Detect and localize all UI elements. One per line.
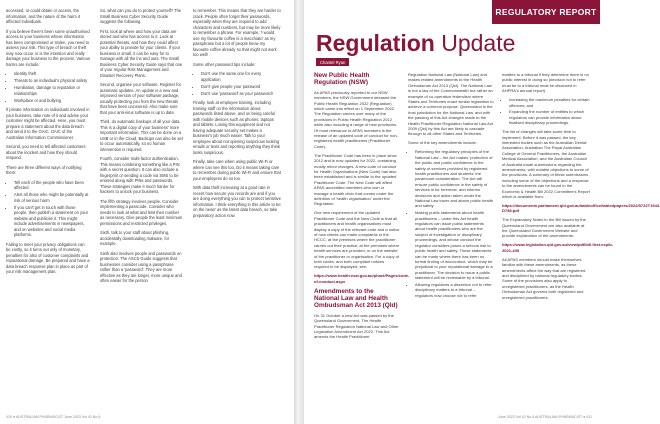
paragraph: One new requirement of the updated Practitioner Code and the New Code is that all practitioners and health organisations must display a copy of the relevant code and a notice of how clients can make complaints to the HCCC, at the premises where the practitioner carries out their practice; at the premises where health services are provided; or on the website of the practitioner or organisation. For a copy of both codes, and both compliant notices required to be displayed, see:	[314, 210, 400, 270]
paragraph: If you believe there's been some unauthorised access to your business whose information has been compromised or stolen, you need to assess your risk. This type of breach or theft may now occur or is the intention and really damage your business to the process. Various harms are include:	[6, 28, 90, 67]
list-item: • Allowing regulators a discretion not to refer disciplinary matters to a tribunal – regulators now choose not to refer	[415, 282, 494, 298]
paragraph: On 31 October a new Act was passed by the Queensland Government, The Health Practitioner Regulation National Law and Other Legislation Amendment Act 2022. This Act amends the Health Practitioner	[314, 312, 399, 340]
page-footer: June 2023 Vol 42 No 6 AUSTRALIAN PHARMACIST ● 411	[497, 415, 592, 419]
list-item: • Don't give people your password	[201, 84, 281, 90]
right-page	[304, 0, 660, 424]
paragraph: There are three different ways of notifying them:	[6, 164, 82, 175]
paragraph: Second, you need to tell affected customers about the incident and how they should respond.	[6, 144, 86, 160]
right-column-3	[502, 72, 660, 408]
bullet-list	[6, 180, 90, 238]
paragraph: accessed, or could obtain or access, the information, and the nature of the harm it affected individuals.	[6, 8, 80, 24]
paragraph: So, what can you do to protect yourself? The Small Business Cyber Security Guide suggests the following.	[100, 8, 182, 24]
bullet-list	[193, 71, 281, 96]
list-item: • Tell each of the people who have been affected	[14, 180, 90, 191]
paragraph: As APAS previously reported to our NSW members, the NSW Government released the Public Health Regulation 2022 (Regulation) which came into effect on 1 September 2022. The Regulation carries over many of the provisions in Public Health Regulation 2012 while also including a range of new provisions. Of most relevance to APAS members is the release of an updated code of conduct for non-registered health practitioners (Practitioner Code).	[314, 89, 398, 149]
paragraph: If private information on individuals involved in your business, take note of it and advise your customer might be affected. Here, you must prepare a statement about the data breach and send it to the OAIC. OAIC of the Australian Information Commissioner.	[6, 107, 90, 140]
list-item: • Alert all those who might be potentially at risk of serious harm	[14, 192, 90, 203]
paragraph: With data theft increasing at a good rate in recent how secure you records are and if you are doing everything you can to protect sensitive information. I think everything in this article to be on the news' as the latest data breach, so take preparatory action now.	[193, 185, 281, 218]
paragraph: Finally, look at employee training, including training staff on the information about passwords listed above, and on being careful with mobile devices such as phones, laptops and tablets. Losing this equipment and not having adequate security set makes a business's job much easier. Talk to your employee about not opening suspicious looking emails or texts and reporting anything they think looks suspicious.	[193, 100, 280, 155]
section-badge: REGULATORY REPORT	[492, 0, 600, 24]
paragraph: Sixth also involves people and passwords on protection. The ASCS Guide suggests that businesses consider using a passphrase rather than a 'password'. They are more effective as they are longer, more unique and often easier for the person	[100, 250, 182, 283]
paragraph: Some of the key amendments include:	[408, 140, 477, 146]
paragraph: The fifth strategy involves people. Consider implementing a passcode. Consider who needs to look at what and limit their number as necessary. Give people the least minimum permissions and restricted privileges.	[100, 198, 183, 226]
title-light: Update	[441, 30, 516, 56]
author-tag: Chantel Ryan	[316, 58, 349, 66]
reference-link[interactable]: https://www.legislation.qld.gov.au/view/pdf/bill.first.exp/b-2021-439	[502, 242, 614, 253]
left-page	[0, 0, 294, 424]
paragraph: Fourth, consider multi-factor authentication. This means combining something like a PIN with a secret question. It can also include a fingerprint or sending a code via SMS to be entered along with PINs and passwords. These strategies make it much harder for hackers to unlock your business.	[100, 156, 180, 194]
page-title	[316, 30, 515, 57]
reference-link[interactable]: https://documents.parliament.qld.gov.au/tableoffice/tabledpapers/2022/5722T1943-D798.pdf	[502, 202, 660, 214]
bullet-list	[6, 71, 90, 103]
list-item: • Don't use 'password' as your password!	[201, 91, 281, 97]
paragraph: Some other password tips include:	[193, 61, 256, 67]
list-item: • Increasing the maximum penalties for certain offences; and	[509, 97, 590, 108]
left-column-2	[100, 8, 184, 408]
paragraph: Third, do automatic backups of all your data. This is a digital copy of your business' more important information. This can be done on a USB or in the Cloud. Backups can also be set to occur automatically, so no human intervention is required.	[100, 119, 183, 152]
section-heading: Amendments to the National Law and Health Ombudsman Act 2013 (Qld)	[314, 287, 398, 310]
left-column-3	[193, 8, 281, 408]
list-item: • If you can't get in touch with those people, then publish a statement on your website and publicise it. This might include advertisements in newspapers, and on websites and social media platforms.	[14, 205, 90, 238]
bullet-list	[502, 97, 590, 126]
paragraph: matters to a tribunal if they determine there is no public interest in doing so (decision not to refer must be to a tribunal must be disclosed in AHPRA's annual report).	[502, 72, 589, 94]
page-gutter	[294, 0, 304, 424]
section-heading: New Public Health Regulation (NSW)	[314, 72, 370, 87]
paragraph: The list of changes will take some time to implement. Before it was passed, the key interested bodies such as the Australian Dental Association, Australian The Royal Australian College of General Practitioners, the Australian Medical Association, and the Australian Council of Australia made submissions regarding the amendments, with notable objections to some of the provisions. A summary of these submissions including some of the objections and a response to the amendments can be found in the Economic & Health Bill 2022 Committee's Report which is available from:	[502, 129, 590, 200]
paragraph: Failing to meet your privacy obligations can be costly, so it turns out only of monetary, penalties for also of customer complaints and reputational damage. Be prepared and have a data breach response plan in place as part of your risk management plan.	[6, 241, 90, 274]
list-item: • Expanding the number of entities to which regulators can provide information about finalised disciplinary proceedings.	[509, 109, 590, 125]
reference-link[interactable]: https://www.health.nsw.gov.au/phact/Pages/code-of-conduct.aspx	[314, 273, 410, 284]
right-column-2	[408, 72, 494, 408]
list-item: • Threats to an individual's physical safety	[14, 78, 90, 84]
paragraph: The Explanatory Notes to the Bill issued by the Queensland Government are also available at the Queensland Government Website and provide explanation of the amendments:	[502, 217, 586, 239]
right-column-1	[314, 72, 410, 408]
paragraph: Second, organise your software. Register for automatic updates. An update is a new and improved version of your software package, usually protecting you from the new threats that have been uncovered. Also make sure that your anti-virus software is up to date.	[100, 82, 182, 115]
list-item: • Reforming the regulatory principles of the National Law – the Act makes 'protection of the public and public confidence in the safety of services provided by registered health practitioners and students' the paramount consideration. The Act will ensure public confidence in the safety of services is for foremost, and informs decisions and action taken under the National Law lower and above public health and safety.	[415, 149, 494, 208]
paragraph: Finally, take care when using public Wi-Fi or where can see this too. Do it means taking care to remember during public Wi-Fi and ensure that your employees do so too.	[193, 159, 281, 181]
title-bold: Regulation	[316, 30, 435, 56]
paragraph: Sixth, talk to your staff about phishing, accidentally downloading malware, for example.	[100, 230, 170, 246]
list-item: • Identity theft	[14, 71, 90, 77]
list-item: • Humiliation, damage to reputation or relationships	[14, 85, 90, 96]
list-item: • Don't use the same one for every application	[201, 71, 281, 82]
left-column-1	[6, 8, 90, 408]
paragraph: The Practitioner Code has been in place since 2012 and is now updated for 2022, containing mostly minor changes. A new code of conduct for Health Organisations (New Code) has also been established and is similar to the updated Practitioner Code. The New Code will affect APAS-accredited members who own or manage a health clinic that comes under the definition of 'health organisation' under the Regulation.	[314, 152, 397, 207]
bullet-list	[408, 149, 494, 298]
list-item: • Making public statements about health practitioners – under this Act health regulators can issue public statements about health practitioners who are the subject of investigation or disciplinary proceedings, and whose conduct the regulator considers poses a serious risk to public health and safety. These statements can be made where there has been no formal finding of misconduct, which may be prejudicial to your reputational damage to a practitioner. The decision to issue a public statement will be reviewable by a tribunal.	[415, 210, 494, 280]
paragraph: Regulation National Law (National Law) and makes related amendments to the Health Ombudsman Act 2013 (Qld). The National Law is not a law of the Commonwealth but rather an example of co-operative federalism where States and Territories enact similar legislation to achieve a common purpose. Queensland is the host jurisdiction for the National Law, and with the passing of this Act changes made to the Health Practitioner Regulation National Law Act 2009 (Qld) by this Act are likely to cascade through to all other States and Territories.	[408, 72, 494, 137]
paragraph: First, look at where and how your data are stored and who has access to it. Look at potential threats, and how they could affect your ability to provide for your clients. If your business is small, it can be easy for to manage with all the ins and outs. The Small Business Cyber Security Guide says that one of your regular Risk Management and Disaster Recovery Plans.	[100, 28, 183, 78]
paragraph: to remember. This means that they are harder to crack. People often forget their passwords, especially when they are required to add characters and numbers, but may be more likely to remember a phrase. For example, 'I would use my favourite coffee is a macchiato' as my passphrase but a lot of people know my favourite coffee already so that might not work too well!	[193, 8, 281, 57]
list-item: • Workplace or and bullying	[14, 98, 90, 104]
page-footer: 410 ● AUSTRALIAN PHARMACIST June 2023 Vol 42 No 6	[6, 415, 101, 419]
paragraph: All APAS members should make themselves familiar with these amendments, as these amendments affect the way that are registered and disciplined by national regulatory bodies. Some of the provisions also apply to unregistered practitioners, as the Health Ombudsman Act governs both registered and unregistered practitioners.	[502, 256, 586, 300]
